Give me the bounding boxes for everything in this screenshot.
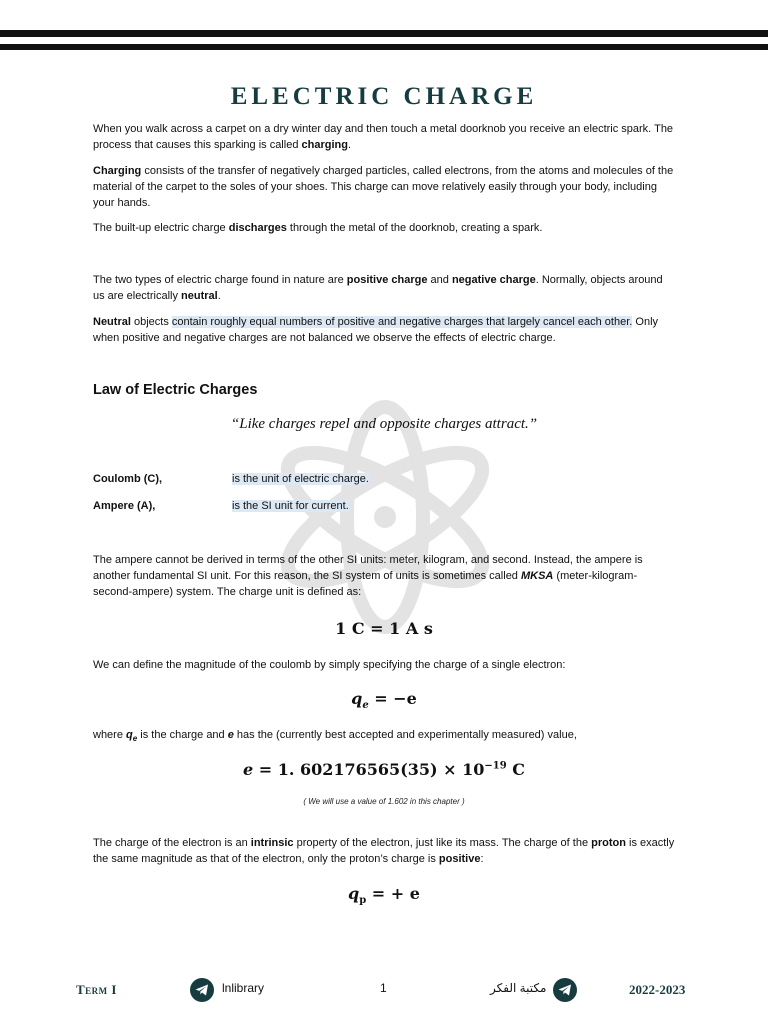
equation-coulomb-def: 1 C = 1 A s (335, 619, 433, 638)
bold-term: discharges (228, 222, 287, 234)
bold-term: positive (438, 853, 481, 865)
bold-italic-term: MKSA (520, 570, 554, 582)
text: The ampere cannot be derived in terms of the other SI units: meter, kilogram, and second. Instead, the ampere is another fundamental SI unit. For this reason, the SI system of units is sometimes called (93, 554, 643, 582)
highlighted-text: contain roughly equal numbers of positive and negative charges that largely cancel each other. (171, 316, 633, 328)
definition-desc: is the SI unit for current. (232, 500, 349, 512)
text: The charge of the electron is an (93, 837, 251, 849)
equation-proton-charge (0, 884, 768, 906)
chapter-note: ( We will use a value of 1.602 in this chapter ) (303, 797, 465, 806)
text: objects (130, 316, 172, 328)
text: is the charge and (137, 729, 228, 741)
footer-channel-link[interactable]: lnlibrary (222, 981, 265, 995)
paragraph-proton (93, 835, 675, 867)
eq-subscript: e (362, 700, 369, 712)
header-rule-thick (0, 30, 768, 37)
definition-coulomb (93, 471, 369, 487)
footer-term: Term I (76, 982, 117, 997)
symbol: q (126, 729, 133, 741)
telegram-icon[interactable] (190, 978, 214, 1002)
equation-elementary-charge (0, 760, 768, 779)
definition-desc: is the unit of electric charge. (232, 473, 369, 485)
text: where (93, 729, 127, 741)
paragraph-ampere (93, 552, 675, 600)
text: . (347, 139, 352, 151)
bold-term: Charging (93, 165, 142, 177)
header-rule-second (0, 44, 768, 50)
paragraph-discharge (93, 220, 675, 236)
symbol: e (227, 729, 234, 741)
paragraph-spark (93, 121, 675, 153)
bold-term: intrinsic (250, 837, 294, 849)
page-title: ELECTRIC CHARGE (230, 83, 538, 110)
text: : (480, 853, 484, 865)
eq-rhs: = + e (366, 884, 420, 903)
symbol-subscript: e (132, 734, 138, 744)
eq-unit: C (506, 760, 526, 779)
eq-subscript: p (359, 895, 367, 907)
telegram-icon[interactable] (553, 978, 577, 1002)
header-rule (0, 30, 768, 50)
bold-term: proton (591, 837, 626, 849)
text: and (427, 274, 452, 286)
definition-term: Ampere (A), (93, 500, 156, 512)
page-footer (0, 978, 768, 1002)
text: through the metal of the doorknob, creating a spark. (286, 222, 543, 234)
text: . (217, 290, 221, 302)
text: Only when positive and negative charges are not balanced we observe the effects of electric charge. (93, 316, 659, 344)
text: property of the electron, just like its mass. The charge of the (293, 837, 592, 849)
paragraph-charging (93, 163, 675, 211)
eq-symbol: q (348, 884, 360, 903)
bold-term: neutral (181, 290, 218, 302)
definition-term: Coulomb (C), (93, 473, 163, 485)
paragraph-electron-charge (93, 657, 675, 673)
text: (meter-kilogram-second-ampere) system. The charge unit is defined as: (93, 570, 638, 598)
text: We can define the magnitude of the coulomb by simply specifying the charge of a single electron: (93, 659, 566, 671)
paragraph-neutral (93, 314, 675, 346)
equation-electron-charge (0, 689, 768, 711)
definition-ampere (93, 498, 349, 514)
eq-rhs: = −e (368, 689, 417, 708)
text: is exactly the same magnitude as that of the electron, only the proton’s charge is (93, 837, 675, 865)
eq-symbol: e (242, 760, 254, 779)
paragraph-where (93, 727, 675, 747)
law-quote: “Like charges repel and opposite charges attract.” (230, 416, 538, 432)
eq-symbol: q (351, 689, 363, 708)
eq-value: = 1. 602176565(35) × 10 (253, 760, 485, 779)
text: When you walk across a carpet on a dry winter day and then touch a metal doorknob you receive an electric spark. The process that causes this sparking is called (93, 123, 674, 151)
bold-term: positive charge (346, 274, 428, 286)
footer-arabic-channel-link[interactable]: مكتبة الفكر (490, 981, 547, 995)
eq-exponent: −19 (484, 760, 507, 772)
bold-term: negative charge (451, 274, 536, 286)
text: The two types of electric charge found in nature are (93, 274, 347, 286)
text: consists of the transfer of negatively charged particles, called electrons, from the atoms and molecules of the material of the carpet to the soles of your shoes. This charge can move relatively easily through your body, including your hands. (93, 165, 674, 209)
paragraph-charge-types (93, 272, 675, 304)
footer-year: 2022-2023 (629, 982, 686, 997)
text: . Normally, objects around us are electrically (93, 274, 663, 302)
text: has the (currently best accepted and experimentally measured) value, (233, 729, 577, 741)
page-number: 1 (380, 981, 387, 995)
text: The built-up electric charge (93, 222, 229, 234)
bold-term: charging (301, 139, 348, 151)
section-heading-law: Law of Electric Charges (93, 382, 258, 398)
bold-term: Neutral (93, 316, 131, 328)
